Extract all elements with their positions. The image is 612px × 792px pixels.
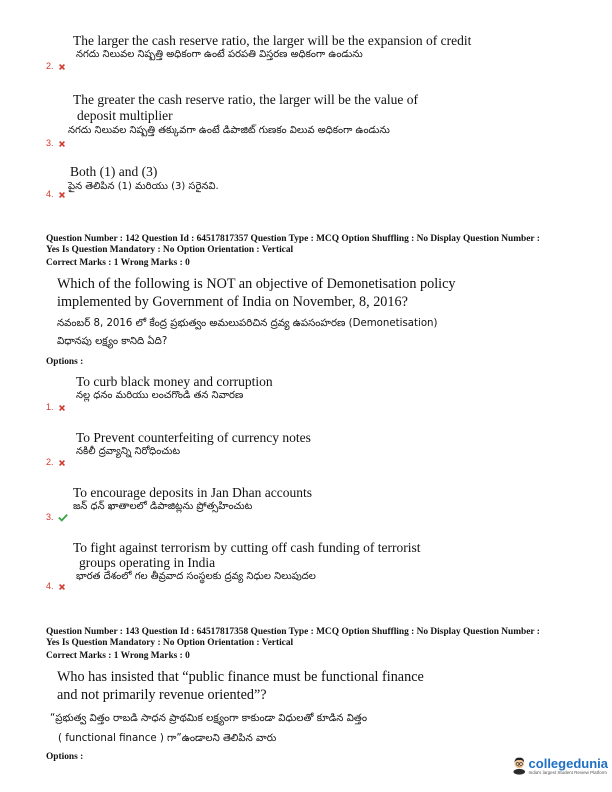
option-text-te: నకిలీ ద్రవ్యాన్ని నిరోధించుట (76, 446, 181, 457)
option-text-en: To curb black money and corruption (76, 374, 273, 389)
question-meta-line1: Question Number : 143 Question Id : 64517817358 Question Type : MCQ Option Shuffling : No Display Question Number : (46, 627, 540, 637)
option-text-te: నగదు నిలువల నిష్పత్తి తక్కువగా ఉంటే డిపాజిట్ గుణకం విలువ అధికంగా ఉండును (68, 125, 390, 136)
option-text-te: జన్ ధన్ ఖాతాలలో డిపాజిట్లను ప్రోత్సహించుట (73, 501, 253, 512)
option-text-en-line1: The greater the cash reserve ratio, the larger will be the value of (73, 92, 418, 107)
correct-check-icon (58, 513, 68, 522)
wrong-icon (58, 191, 66, 199)
option-text-te: నగదు నిలువల నిష్పత్తి అధికంగా ఉంటే పరపతి విస్తరణ అధికంగా ఉండును (76, 49, 363, 60)
option-number: 2. (46, 457, 66, 467)
option-number: 4. (46, 189, 66, 199)
option-text-te: పైన తెలిపిన (1) మరియు (3) సరైనవి. (68, 181, 219, 192)
question-text-te-line2: విధానపు లక్ష్యం కానిది ఏది? (57, 336, 168, 347)
option-text-en: The larger the cash reserve ratio, the larger will be the expansion of credit (73, 33, 472, 48)
question-text-en-line1: Who has insisted that “public finance must be functional finance (57, 669, 424, 685)
option-text-en-line2: groups operating in India (79, 555, 216, 570)
wrong-icon (58, 63, 66, 71)
option-number: 3. (46, 138, 66, 148)
options-label: Options : (46, 752, 84, 762)
option-number: 4. (46, 581, 66, 591)
question-text-en-line1: Which of the following is NOT an objective of Demonetisation policy (57, 276, 456, 292)
question-meta-line2: Yes Is Question Mandatory : No Option Orientation : Vertical (46, 638, 294, 648)
option-number: 3. (46, 512, 68, 522)
question-meta-line2: Yes Is Question Mandatory : No Option Orientation : Vertical (46, 245, 294, 255)
wrong-icon (58, 404, 66, 412)
question-text-te-line2: ( functional finance ) గా”ఉండాలని తెలిపిన వారు (58, 733, 277, 744)
collegedunia-watermark (512, 741, 608, 787)
option-text-en: To encourage deposits in Jan Dhan accounts (73, 485, 312, 500)
question-marks: Correct Marks : 1 Wrong Marks : 0 (46, 258, 190, 268)
question-marks: Correct Marks : 1 Wrong Marks : 0 (46, 651, 190, 661)
option-text-en: To Prevent counterfeiting of currency notes (76, 430, 311, 445)
wrong-icon (58, 459, 66, 467)
option-number: 1. (46, 402, 66, 412)
option-text-en-line2: deposit multiplier (77, 108, 173, 123)
options-label: Options : (46, 357, 84, 367)
question-text-en-line2: and not primarily revenue oriented”? (57, 687, 267, 703)
option-text-te: భారత దేశంలో గల తీవ్రవాద సంస్థలకు ద్రవ్య నిధుల నిలుపుదల (76, 571, 316, 582)
option-text-en-line1: To fight against terrorism by cutting off cash funding of terrorist (73, 540, 421, 555)
question-text-en-line2: implemented by Government of India on November, 8, 2016? (57, 294, 408, 310)
option-text-te: నల్ల ధనం మరియు లంచగొండి తన నివారణ (76, 390, 244, 401)
question-text-te-line1: నవంబర్ 8, 2016 లో కేంద్ర ప్రభుత్వం అమలుపరిచిన ద్రవ్య ఉపసంహరణ (Demonetisation) (57, 318, 438, 329)
logo-name: collegedunia (528, 755, 608, 771)
wrong-icon (58, 583, 66, 591)
option-text-en: Both (1) and (3) (70, 164, 158, 179)
wrong-icon (58, 140, 66, 148)
question-text-te-line1: “ప్రభుత్వ విత్తం రాబడి సాధన ప్రాథమిక లక్ష్యంగా కాకుండా విధులతో కూడిన విత్తం (50, 713, 368, 724)
question-meta-line1: Question Number : 142 Question Id : 64517817357 Question Type : MCQ Option Shuffling : No Display Question Number : (46, 234, 540, 244)
logo-tagline: India's largest Student Review Platform (528, 769, 607, 775)
mascot-avatar-icon (512, 744, 527, 784)
option-number: 2. (46, 61, 66, 71)
